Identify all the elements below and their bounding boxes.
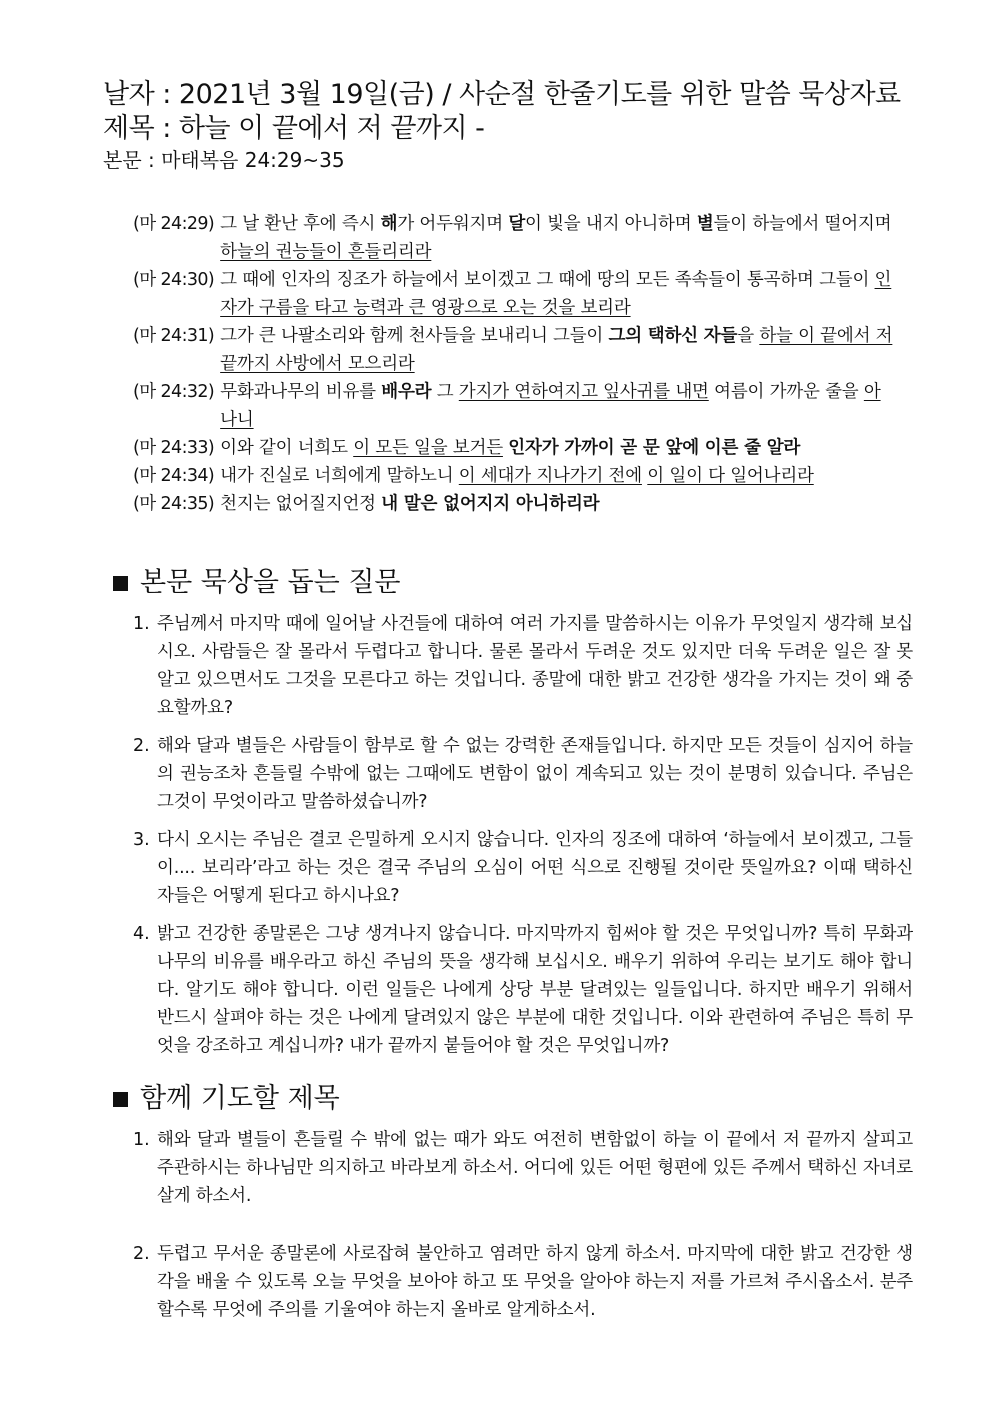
verse-segment: 해: [380, 214, 398, 234]
verse-row: [133, 462, 893, 490]
verse-segment: 하늘 이 끝에서 저 끝까지 사방에서 모으리라: [220, 326, 893, 374]
verse-row: [133, 210, 893, 266]
item-text: 해와 달과 별들이 흔들릴 수 밖에 없는 때가 와도 여전히 변함없이 하늘 이 끝에서 저 끝까지 살피고 주관하시는 하나님만 의지하고 바라보게 하소서. 어디에 있든 어떤 형편에 있든 주께서 택하신 자녀로 살게 하소서.: [157, 1130, 913, 1206]
verse-row: [133, 322, 893, 378]
verse-segment: 이 빛을 내지 아니하며: [525, 214, 697, 234]
date-line: 날자 : 2021년 3월 19일(금) / 사순절 한줄기도를 위한 말씀 묵상자료: [103, 79, 901, 110]
scripture-verses: [133, 210, 893, 518]
verse-reference: (마 24:32): [133, 382, 215, 402]
prayer-heading: [113, 1082, 913, 1116]
item-text: 주님께서 마지막 때에 일어날 사건들에 대하여 여러 가지를 말씀하시는 이유가 무엇일지 생각해 보십시오. 사람들은 잘 몰라서 두렵다고 합니다. 물론 몰라서 두려운 것도 있지만 더욱 두려운 일은 잘 못 알고 있으면서도 그것을 모른다고 하는 것입니다. 종말에 대한 밝고 건강한 생각을 가지는 것이 왜 중요할까요?: [157, 614, 913, 718]
verse-text: [220, 210, 893, 266]
verse-segment: 달: [508, 214, 526, 234]
item-number: 2.: [133, 1244, 150, 1264]
verse-segment: 을: [737, 326, 760, 346]
prayer-item: [113, 1126, 913, 1210]
verse-segment: 하늘의 권능들이 흔들리리라: [220, 242, 432, 262]
square-bullet-icon: [113, 1092, 128, 1107]
questions-list: [113, 610, 913, 1060]
item-text: 두렵고 무서운 종말론에 사로잡혀 불안하고 염려만 하지 않게 하소서. 마지막에 대한 밝고 건강한 생각을 배울 수 있도록 오늘 무엇을 보아야 하고 또 무엇을 알아야 하는지 저를 가르쳐 주시옵소서. 분주할수록 무엇에 주의를 기울여야 하는지 올바로 알게하소서.: [157, 1244, 913, 1320]
verse-reference: (마 24:33): [133, 438, 215, 458]
prayer-title: 함께 기도할 제목: [140, 1083, 340, 1114]
item-number: 2.: [133, 736, 150, 756]
verse-segment: 그 때에 인자의 징조가 하늘에서 보이겠고 그 때에 땅의 모든 족속들이 통곡하며 그들이: [220, 270, 875, 290]
item-text: 해와 달과 별들은 사람들이 함부로 할 수 없는 강력한 존재들입니다. 하지만 모든 것들이 심지어 하늘의 권능조차 흔들릴 수밖에 없는 그때에도 변함이 없이 계속되고 있는 것이 분명히 있습니다. 주님은 그것이 무엇이라고 말씀하셨습니까?: [157, 736, 913, 812]
verse-segment: 내 말은 없어지지 아니하리라: [381, 494, 600, 514]
verse-segment: 그의 택하신 자들: [608, 326, 738, 346]
verse-reference: (마 24:31): [133, 326, 215, 346]
document-header: [103, 78, 963, 174]
verse-segment: 가 어두워지며: [397, 214, 509, 234]
questions-item: [113, 610, 913, 722]
verse-segment: 이 세대가 지나가기 전에: [458, 466, 642, 486]
verse-segment: 가지가 연하여지고 잎사귀를 내면: [458, 382, 709, 402]
verse-text: [220, 434, 893, 462]
verse-row: [133, 434, 893, 462]
questions-item: [113, 920, 913, 1060]
verse-segment: 천지는 없어질지언정: [220, 494, 382, 514]
verse-segment: 그: [431, 382, 459, 402]
scripture-reference: 본문 : 마태복음 24:29~35: [103, 148, 345, 172]
verse-row: [133, 378, 893, 434]
questions-heading: [113, 566, 913, 600]
verse-row: [133, 266, 893, 322]
verse-segment: 이와 같이 너희도: [220, 438, 354, 458]
verse-text: [220, 322, 893, 378]
item-number: 1.: [133, 1130, 150, 1150]
verse-segment: 여름이 가까운 줄을: [708, 382, 864, 402]
verse-reference: (마 24:35): [133, 494, 215, 514]
verse-segment: 무화과나무의 비유를: [220, 382, 382, 402]
verse-text: [220, 490, 893, 518]
questions-item: [113, 826, 913, 910]
questions-item: [113, 732, 913, 816]
verse-reference: (마 24:34): [133, 466, 215, 486]
item-text: 다시 오시는 주님은 결코 은밀하게 오시지 않습니다. 인자의 징조에 대하여 ‘하늘에서 보이겠고, 그들이.... 보리라’라고 하는 것은 결국 주님의 오심이 어떤 식으로 진행될 것이란 뜻일까요? 이때 택하신 자들은 어떻게 된다고 하시나요?: [157, 830, 913, 906]
verse-segment: 별: [696, 214, 714, 234]
verse-segment: 배우라: [381, 382, 432, 402]
verse-segment: 내가 진실로 너희에게 말하노니: [220, 466, 459, 486]
prayer-item: [113, 1240, 913, 1324]
verse-segment: 이 모든 일을 보거든: [353, 438, 503, 458]
item-number: 4.: [133, 924, 150, 944]
verse-row: [133, 490, 893, 518]
verse-reference: (마 24:29): [133, 214, 215, 234]
verse-segment: 인자가 구름을 타고 능력과 큰 영광으로 오는 것을 보리라: [220, 270, 892, 318]
meditation-questions-section: [113, 566, 913, 1070]
verse-text: [220, 266, 893, 322]
verse-reference: (마 24:30): [133, 270, 215, 290]
title-line: 제목 : 하늘 이 끝에서 저 끝까지 -: [103, 113, 485, 144]
verse-segment: 인자가 가까이 곧 문 앞에 이른 줄 알라: [508, 438, 801, 458]
verse-text: [220, 378, 893, 434]
prayer-topics-section: [113, 1082, 913, 1354]
verse-segment: 이 일이 다 일어나리라: [647, 466, 814, 486]
verse-segment: 들이 하늘에서 떨어지며: [713, 214, 892, 234]
questions-title: 본문 묵상을 돕는 질문: [140, 567, 401, 598]
prayer-list: [113, 1126, 913, 1324]
verse-segment: 그가 큰 나팔소리와 함께 천사들을 보내리니 그들이: [220, 326, 609, 346]
item-number: 1.: [133, 614, 150, 634]
verse-segment: 그 날 환난 후에 즉시: [220, 214, 381, 234]
verse-segment: 아나니: [220, 382, 881, 430]
item-text: 밝고 건강한 종말론은 그냥 생겨나지 않습니다. 마지막까지 힘써야 할 것은 무엇입니까? 특히 무화과나무의 비유를 배우라고 하신 주님의 뜻을 생각해 보십시오. 배우기 위하여 우리는 보기도 해야 합니다. 알기도 해야 합니다. 이런 일들은 나에게 상당 부분 달려있는 일들입니다. 하지만 배우기 위해서 반드시 살펴야 하는 것은 나에게 달려있지 않은 부분에 대한 것입니다. 이와 관련하여 주님은 특히 무엇을 강조하고 계십니까? 내가 끝까지 붙들어야 할 것은 무엇입니까?: [157, 924, 913, 1056]
verse-text: [220, 462, 893, 490]
item-number: 3.: [133, 830, 150, 850]
square-bullet-icon: [113, 576, 128, 591]
